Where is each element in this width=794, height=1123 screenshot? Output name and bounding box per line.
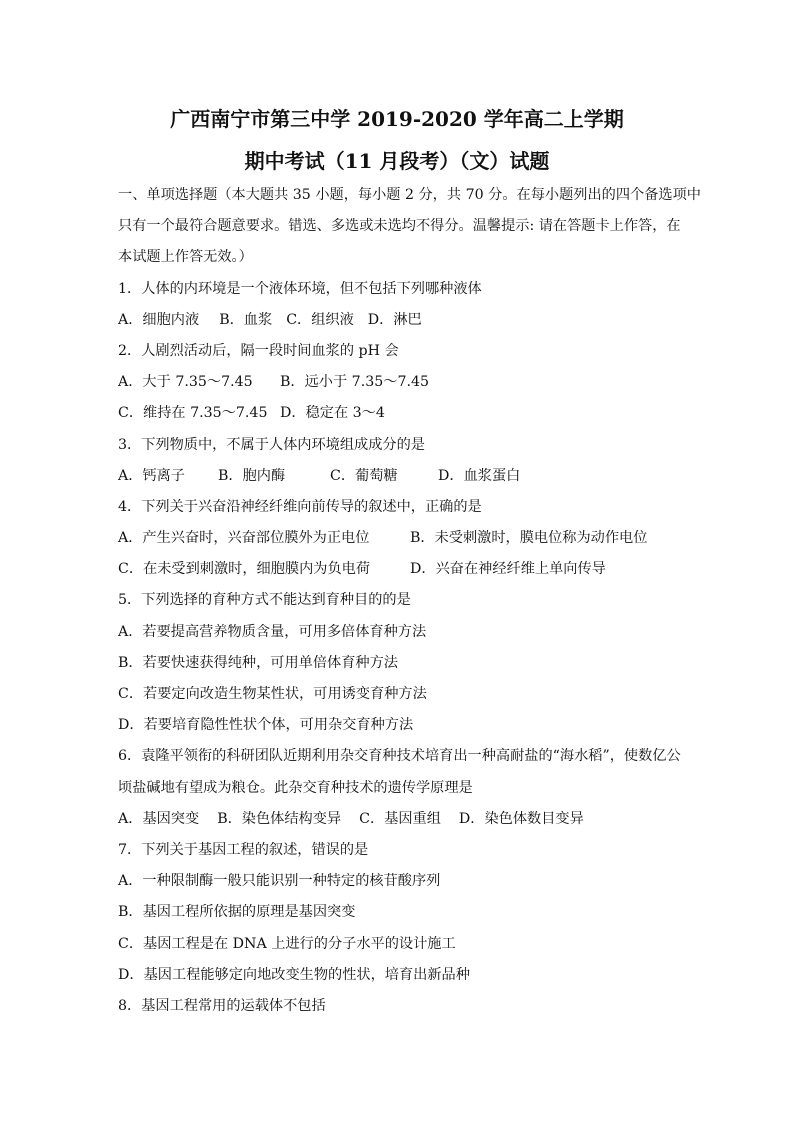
question-5-option-a: A．若要提高营养物质含量，可用多倍体育种方法: [118, 623, 427, 640]
question-4-options-row2: [118, 554, 684, 585]
question-3-stem: 3．下列物质中，不属于人体内环境组成成分的是: [118, 436, 425, 453]
question-2-stem: 2．人剧烈活动后，隔一段时间血浆的 pH 会: [118, 342, 399, 359]
question-6-option-b: B．染色体结构变异: [217, 810, 342, 827]
question-7-option-a: A．一种限制酶一般只能识别一种特定的核苷酸序列: [118, 873, 441, 890]
question-4-option-a: A．产生兴奋时，兴奋部位膜外为正电位: [118, 530, 370, 547]
instructions-line: 只有一个最符合题意要求。错选、多选或未选均不得分。温馨提示: 请在答题卡上作答，在: [118, 218, 681, 235]
question-1-stem: 1．人体的内环境是一个液体环境，但不包括下列哪种液体: [118, 280, 482, 297]
instructions-line: 本试题上作答无效。）: [118, 249, 253, 266]
question-5-option-c: C．若要定向改造生物某性状，可用诱变育种方法: [118, 686, 427, 702]
question-7-stem: 7．下列关于基因工程的叙述，错误的是: [118, 841, 369, 858]
question-6-option-d: D．染色体数目变异: [458, 810, 584, 827]
question-1-option-a: A．细胞内液: [118, 311, 200, 328]
exam-title-line2: 期中考试（11 月段考）（文）试题: [244, 149, 550, 173]
question-1-option-d: D．淋巴: [367, 311, 422, 328]
question-3-options: [118, 461, 684, 492]
question-2-options-row2: [118, 398, 684, 429]
question-8-stem: 8．基因工程常用的运载体不包括: [118, 997, 326, 1014]
question-2-option-d: D．稳定在 3～4: [280, 405, 385, 422]
question-5-stem: 5．下列选择的育种方式不能达到育种目的的是: [118, 592, 411, 609]
question-3-option-a: A．钙离子: [118, 467, 185, 484]
question-3-option-c: C．葡萄糖: [330, 467, 398, 484]
question-1-option-c: C．组织液: [286, 311, 354, 328]
question-3-option-b: B．胞内酶: [218, 467, 286, 484]
question-2-options-row1: [118, 367, 684, 398]
question-7-option-b: B．基因工程所依据的原理是基因突变: [118, 904, 356, 921]
instructions-line: 一、单项选择题（本大题共 35 小题，每小题 2 分，共 70 分。在每小题列出的四个备选项中: [118, 187, 701, 203]
question-1-option-b: B．血浆: [219, 311, 273, 328]
question-7-option-c: C．基因工程是在 DNA 上进行的分子水平的设计施工: [118, 935, 456, 952]
question-4-option-b: B．未受刺激时，膜电位称为动作电位: [410, 530, 648, 547]
question-2-option-c: C．维持在 7.35～7.45: [118, 405, 268, 422]
question-2-option-a: A．大于 7.35～7.45: [118, 374, 253, 391]
question-1-options: [118, 305, 684, 336]
question-4-option-c: C．在未受到刺激时，细胞膜内为负电荷: [118, 561, 371, 578]
question-5-option-d: D．若要培育隐性性状个体，可用杂交育种方法: [118, 717, 414, 734]
question-4-options-row1: [118, 523, 684, 554]
question-6-option-c: C．基因重组: [359, 810, 441, 827]
question-4-stem: 4．下列关于兴奋沿神经纤维向前传导的叙述中，正确的是: [118, 498, 482, 515]
question-6-stem: 6．袁隆平领衔的科研团队近期利用杂交育种技术培育出一种高耐盐的“海水稻”，使数亿公: [118, 748, 681, 765]
question-2-option-b: B．远小于 7.35～7.45: [280, 374, 430, 391]
exam-content: [118, 180, 701, 1022]
question-4-option-d: D．兴奋在神经纤维上单向传导: [410, 561, 606, 578]
question-7-option-d: D．基因工程能够定向地改变生物的性状，培育出新品种: [118, 966, 470, 983]
question-3-option-d: D．血浆蛋白: [438, 467, 521, 484]
question-5-option-b: B．若要快速获得纯种，可用单倍体育种方法: [118, 654, 398, 671]
exam-title-line1: 广西南宁市第三中学 2019-2020 学年高二上学期: [170, 107, 624, 131]
question-6-stem-continued: 顷盐碱地有望成为粮仓。此杂交育种技术的遗传学原理是: [118, 779, 473, 796]
question-6-options: [118, 804, 684, 835]
question-6-option-a: A．基因突变: [118, 810, 200, 827]
